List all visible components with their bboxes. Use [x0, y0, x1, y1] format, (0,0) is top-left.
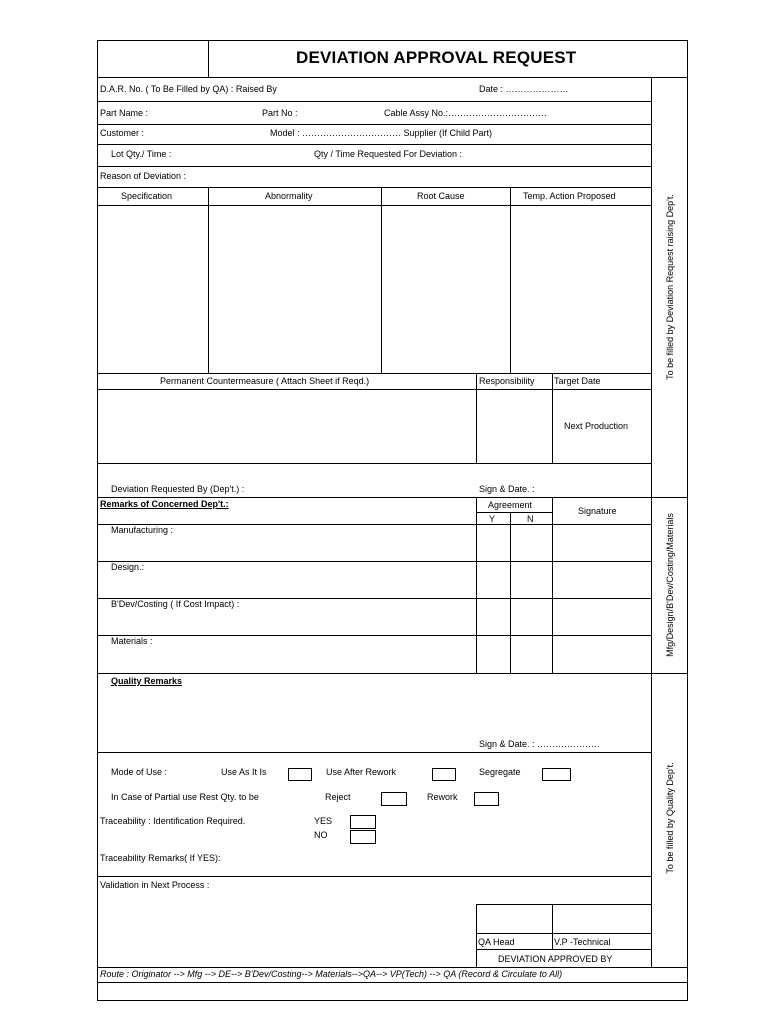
date-label: Date : …………………: [479, 84, 569, 94]
col-temp-action: Temp. Action Proposed: [523, 191, 616, 201]
row-line: [97, 389, 651, 390]
route-bottom-line: [97, 982, 687, 983]
col-abnormality: Abnormality: [265, 191, 313, 201]
traceability-remarks-label: Traceability Remarks( If YES):: [100, 853, 221, 863]
remarks-row-materials: Materials :: [111, 636, 153, 646]
use-as-is-label: Use As It Is: [221, 767, 267, 777]
section-line: [97, 497, 651, 498]
side-column-divider: [651, 77, 652, 967]
approval-divider: [552, 904, 553, 949]
quality-sign-date: Sign & Date. : …………………: [479, 739, 601, 749]
remarks-divider: [476, 497, 477, 673]
reject-checkbox[interactable]: [381, 792, 407, 806]
row-line: [97, 524, 651, 525]
no-checkbox[interactable]: [350, 830, 376, 844]
col-specification: Specification: [121, 191, 173, 201]
use-after-rework-label: Use After Rework: [326, 767, 397, 777]
use-after-rework-checkbox[interactable]: [432, 768, 456, 781]
responsibility-label: Responsibility: [479, 376, 535, 386]
remarks-row-manufacturing: Manufacturing :: [111, 525, 174, 535]
target-date-label: Target Date: [554, 376, 601, 386]
row-line: [97, 144, 651, 145]
side-label-quality-dept: To be filled by Quality Dep't.: [665, 762, 675, 874]
approval-label-line: [476, 949, 651, 950]
table-bottom-line: [97, 373, 651, 374]
table-col-divider: [381, 187, 382, 373]
approval-sign-line: [476, 933, 651, 934]
dar-no-label: D.A.R. No. ( To Be Filled by QA) : Raised By: [100, 84, 277, 94]
col-root-cause: Root Cause: [417, 191, 465, 201]
next-production-label: Next Production: [564, 421, 629, 431]
row-line: [97, 876, 651, 877]
table-col-divider: [510, 187, 511, 373]
cable-assy-label: Cable Assy No.:……………………………: [384, 108, 548, 118]
remarks-title: Remarks of Concerned Dep't.:: [100, 499, 229, 509]
section-line: [97, 673, 651, 674]
quality-remarks-title: Quality Remarks: [111, 676, 183, 686]
partial-use-label: In Case of Partial use Rest Qty. to be: [111, 792, 259, 802]
row-line: [97, 752, 651, 753]
signature-label: Signature: [578, 506, 617, 516]
remarks-row-bdev: B'Dev/Costing ( If Cost Impact) :: [111, 599, 240, 609]
model-label: Model : …………………………… Supplier (If Child Part): [270, 128, 493, 138]
row-line: [97, 101, 651, 102]
agreement-n: N: [527, 514, 534, 524]
remarks-divider: [510, 512, 511, 673]
agreement-label: Agreement: [488, 500, 533, 510]
requested-by-label: Deviation Requested By (Dep't.) :: [111, 484, 245, 494]
validation-label: Validation in Next Process :: [100, 880, 210, 890]
side-divider-2: [651, 673, 687, 674]
sign-date-label: Sign & Date. :: [479, 484, 535, 494]
title-bottom-line: [97, 77, 687, 78]
route-top-line: [97, 967, 687, 968]
customer-label: Customer :: [100, 128, 145, 138]
row-line: [97, 561, 651, 562]
side-label-raising-dept: To be filled by Deviation Request raising Dep't.: [665, 194, 675, 380]
page-title: DEVIATION APPROVAL REQUEST: [296, 48, 577, 67]
reason-label: Reason of Deviation :: [100, 171, 187, 181]
qa-head-label: QA Head: [478, 937, 515, 947]
row-line: [97, 124, 651, 125]
row-line: [97, 463, 651, 464]
qty-time-label: Qty / Time Requested For Deviation :: [314, 149, 463, 159]
vp-technical-label: V.P -Technical: [554, 937, 611, 947]
row-line: [97, 635, 651, 636]
approval-top-line: [476, 904, 651, 905]
title-left-divider: [208, 40, 209, 77]
segregate-checkbox[interactable]: [542, 768, 571, 781]
remarks-divider: [552, 497, 553, 673]
cm-divider: [476, 373, 477, 463]
traceability-label: Traceability : Identification Required.: [100, 816, 246, 826]
no-label: NO: [314, 830, 328, 840]
side-label-depts: Mfg/Design/B'Dev/Costing/Materials: [665, 513, 675, 657]
yes-checkbox[interactable]: [350, 815, 376, 829]
approval-divider: [476, 904, 477, 967]
reject-label: Reject: [325, 792, 351, 802]
remarks-row-design: Design.:: [111, 562, 145, 572]
row-line: [97, 166, 651, 167]
lot-qty-label: Lot Qty./ Time :: [111, 149, 172, 159]
agreement-line: [476, 512, 552, 513]
agreement-y: Y: [489, 514, 496, 524]
cm-divider: [552, 373, 553, 463]
table-header-line: [97, 205, 651, 206]
use-as-is-checkbox[interactable]: [288, 768, 312, 781]
yes-label: YES: [314, 816, 333, 826]
table-col-divider: [208, 187, 209, 373]
permanent-countermeasure-label: Permanent Countermeasure ( Attach Sheet if Reqd.): [160, 376, 370, 386]
approved-by-label: DEVIATION APPROVED BY: [498, 954, 613, 964]
part-no-label: Part No :: [262, 108, 298, 118]
part-name-label: Part Name :: [100, 108, 149, 118]
row-line: [97, 187, 651, 188]
mode-of-use-label: Mode of Use :: [111, 767, 168, 777]
route-text: Route : Originator --> Mfg --> DE--> B'Dev/Costing--> Materials-->QA--> VP(Tech) --> QA (Record & Circulate to All): [100, 969, 563, 979]
rework-checkbox[interactable]: [474, 792, 499, 806]
segregate-label: Segregate: [479, 767, 521, 777]
side-divider-1: [651, 497, 687, 498]
rework-label: Rework: [427, 792, 458, 802]
